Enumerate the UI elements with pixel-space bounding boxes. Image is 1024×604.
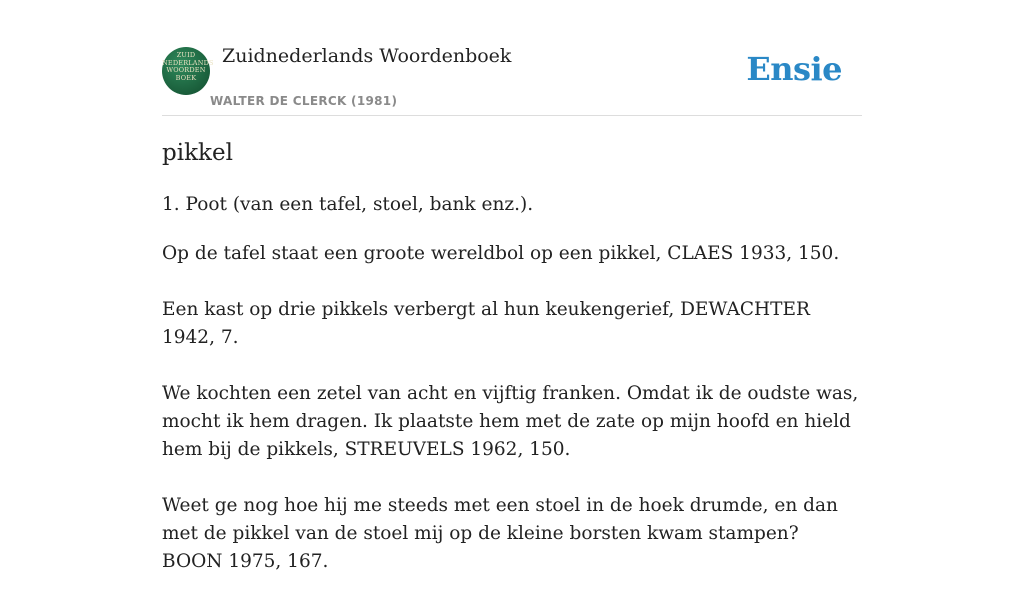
quote-item: Weet ge nog hoe hij me steeds met een stoel in de hoek drumde, en dan met de pikkel van de stoel mij op de kleine borsten kwam stampen? BOON 1975, 167. (162, 495, 838, 572)
book-title-link[interactable]: Zuidnederlands Woordenboek (222, 45, 512, 67)
logo-line: WOORDEN (166, 66, 206, 74)
book-logo[interactable] (162, 47, 214, 95)
quote-item: Een kast op drie pikkels verbergt al hun keukengerief, DEWACHTER 1942, 7. (162, 299, 810, 348)
quote-item: Op de tafel staat een groote wereldbol op een pikkel, CLAES 1933, 150. (162, 243, 840, 264)
logo-line: NEDERLANDS (162, 58, 214, 67)
ensie-logo-link[interactable]: Ensie (746, 50, 842, 88)
book-author: WALTER DE CLERCK (1981) (210, 94, 398, 108)
logo-line: BOEK (175, 73, 197, 82)
quote-list (162, 240, 862, 604)
header (162, 0, 862, 116)
page-container (162, 0, 862, 572)
entry-definition: 1. Poot (van een tafel, stoel, bank enz.). (162, 194, 534, 215)
entry-headword: pikkel (162, 140, 233, 166)
quote-item: We kochten een zetel van acht en vijftig franken. Omdat ik de oudste was, mocht ik hem dragen. Ik plaatste hem met de zate op mijn hoofd en hield hem bij de pikkels, STREUVELS 1962, 150. (162, 383, 859, 460)
logo-line: ZUID (176, 51, 196, 59)
